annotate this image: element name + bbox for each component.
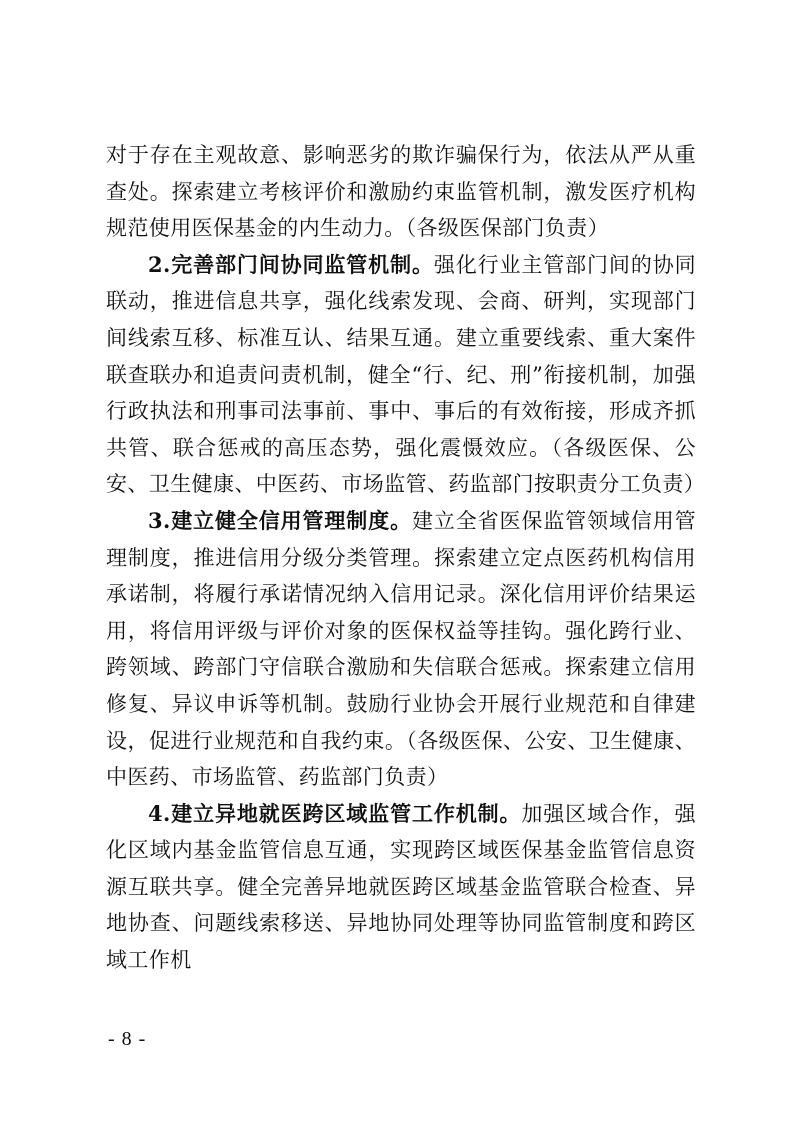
paragraph-text: 加强区域合作，强化区域内基金监管信息互通，实现跨区域医保基金监管信息资源互联共享。健全完善异地就医跨区域基金监管联合检查、异地协查、问题线索移送、异地协同处理等协同监管制度和跨区域工作机 [106,801,696,973]
paragraph-section-4 [106,796,696,979]
paragraph-text: 强化行业主管部门间的协同联动，推进信息共享，强化线索发现、会商、研判，实现部门间线索互移、标准互认、结果互通。建立重要线索、重大案件联查联办和追责问责机制，健全“行、纪、刑”衔接机制，加强行政执法和刑事司法事前、事中、事后的有效衔接，形成齐抓共管、联合惩戒的高压态势，强化震慑效应。（各级医保、公安、卫生健康、中医药、市场监管、药监部门按职责分工负责） [106,252,706,497]
paragraph-text: 对于存在主观故意、影响恶劣的欺诈骗保行为，依法从严从重查处。探索建立考核评价和激励约束监管机制，激发医疗机构规范使用医保基金的内生动力。（各级医保部门负责） [106,143,696,241]
document-body [106,137,706,979]
section-heading: 3.建立健全信用管理制度。 [148,507,412,533]
section-heading: 2.完善部门间协同监管机制。 [148,251,434,277]
paragraph-continuation [106,137,696,247]
section-heading: 4.建立异地就医跨区域监管工作机制。 [148,800,522,826]
paragraph-section-3 [106,503,696,796]
paragraph-section-2 [106,247,706,503]
page-number: - 8 - [108,1028,147,1050]
paragraph-text: 建立全省医保监管领域信用管理制度，推进信用分级分类管理。探索建立定点医药机构信用承诺制，将履行承诺情况纳入信用记录。深化信用评价结果运用，将信用评级与评价对象的医保权益等挂钩。强化跨行业、跨领域、跨部门守信联合激励和失信联合惩戒。探索建立信用修复、异议申诉等机制。鼓励行业协会开展行业规范和自律建设，促进行业规范和自我约束。（各级医保、公安、卫生健康、中医药、市场监管、药监部门负责） [106,508,697,790]
